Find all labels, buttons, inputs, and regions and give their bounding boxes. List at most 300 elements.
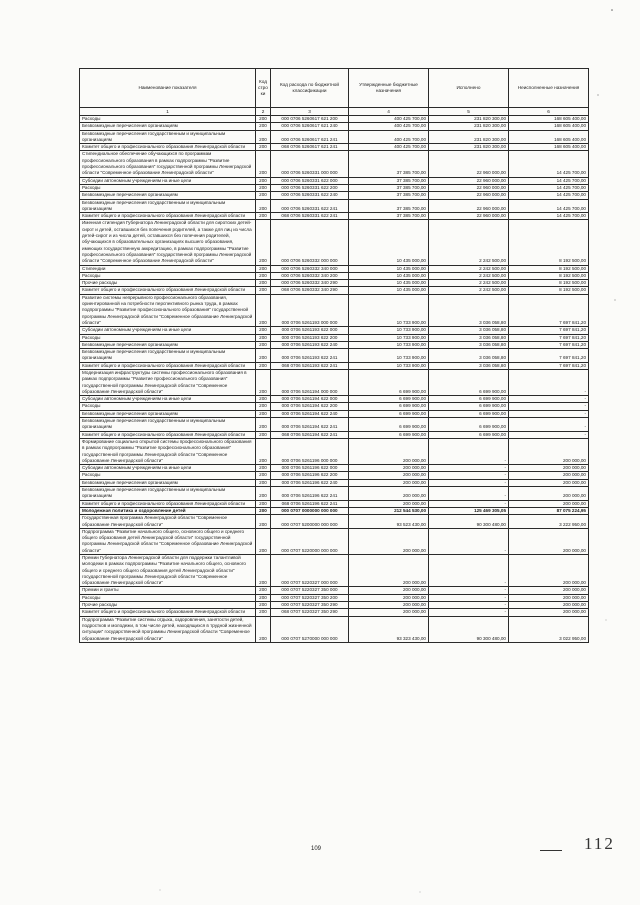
row-line-code-cell: 200 bbox=[256, 177, 271, 184]
table-row bbox=[80, 431, 589, 438]
row-executed-cell: - bbox=[429, 487, 509, 501]
row-name-cell: Безвозмездные перечисления государственным и муниципальным организациям bbox=[80, 199, 256, 213]
row-line-code-cell: 200 bbox=[256, 265, 271, 272]
table-row bbox=[80, 487, 589, 501]
row-executed-cell: 22 960 000,00 bbox=[429, 177, 509, 184]
row-name-cell: Развитие системы непрерывного профессионального образования, ориентированной на потребности перспективного рынка труда, в рамках подпрограммы "Развитие профессионального образования" государственной программы Ленинградской области "Современное образование Ленинградской области" bbox=[80, 294, 256, 326]
header-approved: Утвержденные бюджетные назначения bbox=[349, 69, 429, 108]
table-row bbox=[80, 479, 589, 486]
table-row bbox=[80, 280, 589, 287]
row-line-code-cell: 200 bbox=[256, 410, 271, 417]
row-unexecuted-cell: 7 697 841,20 bbox=[509, 294, 589, 326]
row-approved-cell: 37 385 700,00 bbox=[349, 192, 429, 199]
row-name-cell: Комитет общего и профессионального образования Ленинградской области bbox=[80, 609, 256, 616]
row-line-code-cell: 200 bbox=[256, 144, 271, 151]
row-name-cell: Комитет общего и профессионального образования Ленинградской области bbox=[80, 431, 256, 438]
row-approved-cell: 200 000,00 bbox=[349, 528, 429, 554]
row-executed-cell: 2 242 500,00 bbox=[429, 280, 509, 287]
row-line-code-cell: 200 bbox=[256, 594, 271, 601]
row-approved-cell: 200 000,00 bbox=[349, 479, 429, 486]
table-row bbox=[80, 213, 589, 220]
row-budget-code-cell: 000 0706 5260617 621 200 bbox=[271, 116, 349, 123]
page-number: 109 bbox=[310, 846, 321, 852]
row-approved-cell: 200 000,00 bbox=[349, 609, 429, 616]
row-budget-code-cell: 000 0706 5261194 622 200 bbox=[271, 403, 349, 410]
row-unexecuted-cell: 200 000,00 bbox=[509, 587, 589, 594]
row-approved-cell: 10 435 000,00 bbox=[349, 280, 429, 287]
table-row bbox=[80, 555, 589, 587]
row-approved-cell: 37 385 700,00 bbox=[349, 199, 429, 213]
row-budget-code-cell: 000 0706 5260331 622 000 bbox=[271, 177, 349, 184]
row-line-code-cell: 200 bbox=[256, 609, 271, 616]
row-name-cell: Подпрограмма "Развитие начального общего, основного общего и среднего общего образования детей Ленинградской области" государственной программы Ленинградской области "Современное образование Ленинградской области" bbox=[80, 528, 256, 554]
row-unexecuted-cell: 8 192 500,00 bbox=[509, 265, 589, 272]
row-line-code-cell: 200 bbox=[256, 587, 271, 594]
row-budget-code-cell: 068 0707 5220327 350 290 bbox=[271, 609, 349, 616]
row-unexecuted-cell: 200 000,00 bbox=[509, 528, 589, 554]
row-line-code-cell: 200 bbox=[256, 287, 271, 294]
row-unexecuted-cell: 3 222 950,00 bbox=[509, 515, 589, 529]
header-unexecuted: Неисполненные назначения bbox=[509, 69, 589, 108]
row-approved-cell: 10 733 900,00 bbox=[349, 341, 429, 348]
table-row bbox=[80, 369, 589, 395]
row-line-code-cell: 200 bbox=[256, 213, 271, 220]
row-unexecuted-cell: 8 192 500,00 bbox=[509, 220, 589, 265]
table-row bbox=[80, 410, 589, 417]
row-unexecuted-cell: 200 000,00 bbox=[509, 465, 589, 472]
row-budget-code-cell: 000 0706 5261193 622 200 bbox=[271, 334, 349, 341]
budget-table bbox=[79, 68, 589, 643]
row-executed-cell: 2 242 500,00 bbox=[429, 220, 509, 265]
row-line-code-cell: 200 bbox=[256, 555, 271, 587]
row-budget-code-cell: 000 0707 0000000 000 000 bbox=[271, 507, 349, 514]
row-budget-code-cell: 000 0707 5220327 350 290 bbox=[271, 602, 349, 609]
row-name-cell: Безвозмездные перечисления организациям bbox=[80, 479, 256, 486]
row-budget-code-cell: 068 0706 5260332 340 290 bbox=[271, 287, 349, 294]
row-line-code-cell: 200 bbox=[256, 123, 271, 130]
row-name-cell: Субсидии автономным учреждениям на иные цели bbox=[80, 177, 256, 184]
row-line-code-cell: 200 bbox=[256, 438, 271, 464]
row-line-code-cell: 200 bbox=[256, 184, 271, 191]
row-name-cell: Комитет общего и профессионального образования Ленинградской области bbox=[80, 287, 256, 294]
row-executed-cell: - bbox=[429, 594, 509, 601]
table-row bbox=[80, 587, 589, 594]
header-col-number: 1 bbox=[80, 108, 256, 116]
row-approved-cell: 10 733 900,00 bbox=[349, 349, 429, 363]
table-header bbox=[80, 69, 589, 116]
row-executed-cell: 22 960 000,00 bbox=[429, 184, 509, 191]
row-name-cell: Безвозмездные перечисления государственным и муниципальным организациям bbox=[80, 130, 256, 144]
row-executed-cell: 6 699 900,00 bbox=[429, 396, 509, 403]
row-name-cell: Премии Губернатора Ленинградской области для поддержки талантливой молодежи в рамках подпрограммы "Развитие начального общего, основного общего и среднего общего образования детей Ленинградской области" государственной программы Ленинградской области "Современное образование Ленинградской области" bbox=[80, 555, 256, 587]
row-unexecuted-cell: 200 000,00 bbox=[509, 555, 589, 587]
row-unexecuted-cell: - bbox=[509, 403, 589, 410]
row-executed-cell: 231 820 300,00 bbox=[429, 130, 509, 144]
row-executed-cell: - bbox=[429, 602, 509, 609]
row-budget-code-cell: 000 0707 5220327 350 000 bbox=[271, 587, 349, 594]
header-line-code: Код строки bbox=[256, 69, 271, 108]
row-line-code-cell: 200 bbox=[256, 472, 271, 479]
table-row bbox=[80, 396, 589, 403]
row-approved-cell: 400 425 700,00 bbox=[349, 123, 429, 130]
row-approved-cell: 10 435 000,00 bbox=[349, 220, 429, 265]
row-approved-cell: 6 699 900,00 bbox=[349, 410, 429, 417]
header-col-number: 5 bbox=[429, 108, 509, 116]
row-line-code-cell: 200 bbox=[256, 327, 271, 334]
row-approved-cell: 400 425 700,00 bbox=[349, 144, 429, 151]
row-budget-code-cell: 000 0707 5220000 000 000 bbox=[271, 528, 349, 554]
row-budget-code-cell: 000 0706 5261196 622 240 bbox=[271, 479, 349, 486]
row-approved-cell: 37 385 700,00 bbox=[349, 184, 429, 191]
row-executed-cell: 2 242 500,00 bbox=[429, 265, 509, 272]
row-executed-cell: - bbox=[429, 500, 509, 507]
table-row bbox=[80, 272, 589, 279]
row-name-cell: Безвозмездные перечисления организациям bbox=[80, 192, 256, 199]
row-unexecuted-cell: 14 425 700,00 bbox=[509, 151, 589, 177]
row-budget-code-cell: 000 0706 5260332 340 000 bbox=[271, 265, 349, 272]
row-unexecuted-cell: 7 697 841,20 bbox=[509, 362, 589, 369]
table-row bbox=[80, 334, 589, 341]
row-line-code-cell: 200 bbox=[256, 280, 271, 287]
row-executed-cell: 22 960 000,00 bbox=[429, 151, 509, 177]
row-budget-code-cell: 000 0706 5261196 000 000 bbox=[271, 438, 349, 464]
header-budget-code: Код расхода по бюджетной классификации bbox=[271, 69, 349, 108]
row-name-cell: Безвозмездные перечисления государственным и муниципальным организациям bbox=[80, 349, 256, 363]
row-line-code-cell: 200 bbox=[256, 199, 271, 213]
table-row bbox=[80, 116, 589, 123]
table-row bbox=[80, 192, 589, 199]
table-row bbox=[80, 465, 589, 472]
row-approved-cell: 37 385 700,00 bbox=[349, 151, 429, 177]
row-budget-code-cell: 000 0706 5261193 622 240 bbox=[271, 341, 349, 348]
row-budget-code-cell: 068 0706 5261194 622 241 bbox=[271, 431, 349, 438]
row-line-code-cell: 200 bbox=[256, 507, 271, 514]
row-executed-cell: - bbox=[429, 528, 509, 554]
row-line-code-cell: 200 bbox=[256, 515, 271, 529]
table-row bbox=[80, 528, 589, 554]
row-executed-cell: 90 300 480,00 bbox=[429, 616, 509, 642]
row-unexecuted-cell: 14 425 700,00 bbox=[509, 184, 589, 191]
row-executed-cell: 231 820 300,00 bbox=[429, 144, 509, 151]
row-budget-code-cell: 000 0706 5261196 622 000 bbox=[271, 465, 349, 472]
row-budget-code-cell: 068 0706 5261193 622 241 bbox=[271, 362, 349, 369]
header-col-number: 6 bbox=[509, 108, 589, 116]
row-approved-cell: 400 425 700,00 bbox=[349, 116, 429, 123]
row-approved-cell: 6 699 900,00 bbox=[349, 396, 429, 403]
row-unexecuted-cell: - bbox=[509, 418, 589, 432]
row-unexecuted-cell: 200 000,00 bbox=[509, 438, 589, 464]
row-executed-cell: - bbox=[429, 587, 509, 594]
row-unexecuted-cell: 7 697 841,20 bbox=[509, 341, 589, 348]
row-executed-cell: - bbox=[429, 609, 509, 616]
row-budget-code-cell: 000 0706 5261194 622 240 bbox=[271, 410, 349, 417]
row-budget-code-cell: 000 0707 5220327 350 200 bbox=[271, 594, 349, 601]
table-row bbox=[80, 403, 589, 410]
row-executed-cell: 6 699 900,00 bbox=[429, 431, 509, 438]
row-name-cell: Расходы bbox=[80, 403, 256, 410]
row-unexecuted-cell: 8 192 500,00 bbox=[509, 287, 589, 294]
row-executed-cell: - bbox=[429, 438, 509, 464]
row-line-code-cell: 200 bbox=[256, 294, 271, 326]
header-executed: Исполнено bbox=[429, 69, 509, 108]
row-approved-cell: 6 699 900,00 bbox=[349, 431, 429, 438]
table-row bbox=[80, 609, 589, 616]
row-unexecuted-cell: - bbox=[509, 369, 589, 395]
row-budget-code-cell: 000 0706 5261196 622 241 bbox=[271, 487, 349, 501]
row-unexecuted-cell: 200 000,00 bbox=[509, 479, 589, 486]
row-name-cell: Расходы bbox=[80, 594, 256, 601]
row-name-cell: Безвозмездные перечисления государственным и муниципальным организациям bbox=[80, 487, 256, 501]
row-executed-cell: - bbox=[429, 465, 509, 472]
row-approved-cell: 200 000,00 bbox=[349, 587, 429, 594]
row-budget-code-cell: 000 0706 5261196 622 200 bbox=[271, 472, 349, 479]
row-line-code-cell: 200 bbox=[256, 418, 271, 432]
header-col-number: 3 bbox=[271, 108, 349, 116]
row-name-cell: Прочие расходы bbox=[80, 280, 256, 287]
row-budget-code-cell: 000 0706 5261193 000 000 bbox=[271, 294, 349, 326]
header-col-number: 2 bbox=[256, 108, 271, 116]
row-executed-cell: 125 469 305,05 bbox=[429, 507, 509, 514]
row-unexecuted-cell: - bbox=[509, 396, 589, 403]
row-budget-code-cell: 000 0707 5270000 000 000 bbox=[271, 616, 349, 642]
row-executed-cell: 22 960 000,00 bbox=[429, 213, 509, 220]
row-name-cell: Прочие расходы bbox=[80, 602, 256, 609]
row-unexecuted-cell: 200 000,00 bbox=[509, 487, 589, 501]
row-line-code-cell: 200 bbox=[256, 334, 271, 341]
row-approved-cell: 37 385 700,00 bbox=[349, 177, 429, 184]
row-unexecuted-cell: - bbox=[509, 431, 589, 438]
header-col-number: 4 bbox=[349, 108, 429, 116]
table-row bbox=[80, 199, 589, 213]
row-executed-cell: 2 242 500,00 bbox=[429, 272, 509, 279]
row-approved-cell: 10 733 900,00 bbox=[349, 334, 429, 341]
row-line-code-cell: 200 bbox=[256, 272, 271, 279]
row-approved-cell: 10 733 900,00 bbox=[349, 327, 429, 334]
row-approved-cell: 200 000,00 bbox=[349, 500, 429, 507]
row-budget-code-cell: 000 0706 5260331 622 200 bbox=[271, 184, 349, 191]
row-unexecuted-cell: 14 425 700,00 bbox=[509, 177, 589, 184]
row-name-cell: Расходы bbox=[80, 472, 256, 479]
row-budget-code-cell: 000 0706 5260331 622 240 bbox=[271, 192, 349, 199]
row-unexecuted-cell: 168 605 400,00 bbox=[509, 144, 589, 151]
row-executed-cell: 22 960 000,00 bbox=[429, 199, 509, 213]
table-row bbox=[80, 220, 589, 265]
table-row bbox=[80, 472, 589, 479]
row-approved-cell: 212 544 530,00 bbox=[349, 507, 429, 514]
row-executed-cell: - bbox=[429, 555, 509, 587]
row-line-code-cell: 200 bbox=[256, 192, 271, 199]
row-name-cell: Премии и гранты bbox=[80, 587, 256, 594]
row-name-cell: Безвозмездные перечисления организациям bbox=[80, 123, 256, 130]
row-line-code-cell: 200 bbox=[256, 116, 271, 123]
row-name-cell: Субсидии автономным учреждениям на иные цели bbox=[80, 396, 256, 403]
row-executed-cell: - bbox=[429, 472, 509, 479]
row-budget-code-cell: 000 0706 5260617 621 241 bbox=[271, 130, 349, 144]
table-body bbox=[80, 116, 589, 643]
row-name-cell: Расходы bbox=[80, 184, 256, 191]
row-executed-cell: 231 820 300,00 bbox=[429, 116, 509, 123]
row-line-code-cell: 200 bbox=[256, 130, 271, 144]
row-approved-cell: 10 733 900,00 bbox=[349, 362, 429, 369]
table-row bbox=[80, 123, 589, 130]
table-row bbox=[80, 507, 589, 514]
header-name: Наименование показателя bbox=[80, 69, 256, 108]
row-name-cell: Субсидии автономным учреждениям на иные цели bbox=[80, 465, 256, 472]
row-name-cell: Комитет общего и профессионального образования Ленинградской области bbox=[80, 362, 256, 369]
row-line-code-cell: 200 bbox=[256, 479, 271, 486]
row-line-code-cell: 200 bbox=[256, 465, 271, 472]
row-budget-code-cell: 000 0706 5261194 622 241 bbox=[271, 418, 349, 432]
row-name-cell: Подпрограмма "Развитие системы отдыха, оздоровления, занятости детей, подростков и молодежи, в том числе детей, находящихся в трудной жизненной ситуации" государственной программы Ленинградской области "Современное образование Ленинградской области" bbox=[80, 616, 256, 642]
row-approved-cell: 10 435 000,00 bbox=[349, 272, 429, 279]
table-row bbox=[80, 151, 589, 177]
row-executed-cell: 6 699 900,00 bbox=[429, 410, 509, 417]
row-name-cell: Расходы bbox=[80, 272, 256, 279]
row-name-cell: Модернизация инфраструктуры системы профессионального образования в рамках подпрограммы "Развитие профессионального образования" государственной программы Ленинградской области "Современное образование Ленинградской области" bbox=[80, 369, 256, 395]
row-name-cell: Комитет общего и профессионального образования Ленинградской области bbox=[80, 213, 256, 220]
table-row bbox=[80, 616, 589, 642]
row-executed-cell: 6 699 900,00 bbox=[429, 369, 509, 395]
table-row bbox=[80, 515, 589, 529]
table-row bbox=[80, 341, 589, 348]
row-unexecuted-cell: 14 425 700,00 bbox=[509, 192, 589, 199]
row-unexecuted-cell: 7 697 841,20 bbox=[509, 349, 589, 363]
row-executed-cell: 6 699 900,00 bbox=[429, 418, 509, 432]
row-executed-cell: 90 300 480,00 bbox=[429, 515, 509, 529]
row-line-code-cell: 200 bbox=[256, 528, 271, 554]
row-name-cell: Стипендии bbox=[80, 265, 256, 272]
row-line-code-cell: 200 bbox=[256, 362, 271, 369]
row-budget-code-cell: 068 0706 5261196 622 241 bbox=[271, 500, 349, 507]
row-name-cell: Стипендиальное обеспечение обучающихся по программам профессионального образования в рамках подпрограммы "Развитие профессионального образования" государственной программы Ленинградской области "Современное образование Ленинградской области" bbox=[80, 151, 256, 177]
row-budget-code-cell: 000 0706 5260332 340 290 bbox=[271, 280, 349, 287]
row-executed-cell: 2 242 500,00 bbox=[429, 287, 509, 294]
row-budget-code-cell: 000 0706 5261193 622 000 bbox=[271, 327, 349, 334]
row-unexecuted-cell: 168 605 400,00 bbox=[509, 123, 589, 130]
row-approved-cell: 200 000,00 bbox=[349, 472, 429, 479]
row-approved-cell: 200 000,00 bbox=[349, 602, 429, 609]
row-unexecuted-cell: 87 075 224,95 bbox=[509, 507, 589, 514]
row-line-code-cell: 200 bbox=[256, 616, 271, 642]
row-name-cell: Государственная программа Ленинградской области "Современное образование Ленинградской области" bbox=[80, 515, 256, 529]
row-line-code-cell: 200 bbox=[256, 403, 271, 410]
row-approved-cell: 200 000,00 bbox=[349, 438, 429, 464]
table-row bbox=[80, 294, 589, 326]
row-name-cell: Безвозмездные перечисления организациям bbox=[80, 341, 256, 348]
row-budget-code-cell: 000 0706 5260331 000 000 bbox=[271, 151, 349, 177]
row-unexecuted-cell: 168 605 400,00 bbox=[509, 116, 589, 123]
row-line-code-cell: 200 bbox=[256, 431, 271, 438]
row-name-cell: Комитет общего и профессионального образования Ленинградской области bbox=[80, 500, 256, 507]
table-row bbox=[80, 184, 589, 191]
row-approved-cell: 93 323 430,00 bbox=[349, 616, 429, 642]
row-budget-code-cell: 000 0706 5261193 622 241 bbox=[271, 349, 349, 363]
table-row bbox=[80, 362, 589, 369]
row-approved-cell: 400 425 700,00 bbox=[349, 130, 429, 144]
table-row bbox=[80, 130, 589, 144]
row-approved-cell: 200 000,00 bbox=[349, 465, 429, 472]
row-name-cell: Расходы bbox=[80, 334, 256, 341]
row-unexecuted-cell: 7 697 841,20 bbox=[509, 334, 589, 341]
table-row bbox=[80, 177, 589, 184]
row-line-code-cell: 200 bbox=[256, 220, 271, 265]
row-budget-code-cell: 000 0707 5200000 000 000 bbox=[271, 515, 349, 529]
page-stamp-number: 112 bbox=[584, 834, 615, 853]
row-unexecuted-cell: 14 425 700,00 bbox=[509, 213, 589, 220]
row-budget-code-cell: 000 0706 5261194 622 000 bbox=[271, 396, 349, 403]
row-name-cell: Безвозмездные перечисления государственным и муниципальным организациям bbox=[80, 418, 256, 432]
row-executed-cell: 3 036 058,80 bbox=[429, 327, 509, 334]
row-unexecuted-cell: 3 022 950,00 bbox=[509, 616, 589, 642]
row-unexecuted-cell: 200 000,00 bbox=[509, 472, 589, 479]
row-name-cell: Безвозмездные перечисления организациям bbox=[80, 410, 256, 417]
row-name-cell: Формирование социально открытой системы профессионального образования в рамках подпрограммы "Развитие профессионального образования" государственной программы Ленинградской области "Современное образование Ленинградской области" bbox=[80, 438, 256, 464]
row-unexecuted-cell: 200 000,00 bbox=[509, 500, 589, 507]
row-unexecuted-cell: 7 697 841,20 bbox=[509, 327, 589, 334]
row-approved-cell: 10 733 900,00 bbox=[349, 294, 429, 326]
row-budget-code-cell: 000 0707 5220327 000 000 bbox=[271, 555, 349, 587]
row-budget-code-cell: 000 0706 5260332 000 000 bbox=[271, 220, 349, 265]
row-unexecuted-cell: 200 000,00 bbox=[509, 609, 589, 616]
table-row bbox=[80, 500, 589, 507]
row-approved-cell: 10 435 000,00 bbox=[349, 287, 429, 294]
row-approved-cell: 6 699 900,00 bbox=[349, 403, 429, 410]
row-executed-cell: 22 960 000,00 bbox=[429, 192, 509, 199]
row-approved-cell: 200 000,00 bbox=[349, 487, 429, 501]
row-approved-cell: 6 699 900,00 bbox=[349, 369, 429, 395]
row-budget-code-cell: 000 0706 5260331 622 241 bbox=[271, 199, 349, 213]
row-executed-cell: 3 036 058,80 bbox=[429, 362, 509, 369]
row-executed-cell: 231 820 300,00 bbox=[429, 123, 509, 130]
row-approved-cell: 93 523 430,00 bbox=[349, 515, 429, 529]
row-unexecuted-cell: - bbox=[509, 410, 589, 417]
row-approved-cell: 6 699 900,00 bbox=[349, 418, 429, 432]
row-line-code-cell: 200 bbox=[256, 349, 271, 363]
stamp-dash bbox=[540, 850, 562, 851]
row-line-code-cell: 200 bbox=[256, 341, 271, 348]
row-executed-cell: 3 036 058,80 bbox=[429, 334, 509, 341]
row-line-code-cell: 200 bbox=[256, 369, 271, 395]
row-unexecuted-cell: 168 605 400,00 bbox=[509, 130, 589, 144]
row-unexecuted-cell: 200 000,00 bbox=[509, 602, 589, 609]
row-approved-cell: 200 000,00 bbox=[349, 555, 429, 587]
table-row bbox=[80, 287, 589, 294]
table-row bbox=[80, 602, 589, 609]
row-budget-code-cell: 000 0706 5260332 340 200 bbox=[271, 272, 349, 279]
row-unexecuted-cell: 8 192 500,00 bbox=[509, 280, 589, 287]
row-executed-cell: 3 036 058,80 bbox=[429, 341, 509, 348]
row-executed-cell: 6 699 900,00 bbox=[429, 403, 509, 410]
row-name-cell: Именная стипендия Губернатора Ленинградской области для сиротских детей-сирот и детей, оставшихся без попечения родителей, а также для лиц из числа детей-сирот и из числа детей, оставшихся без попечения родителей, обучающихся в образовательных организациях высшего образования, имеющих государственную аккредитацию, в рамках подпрограммы "Развитие профессионального образования" государственной программы Ленинградской области "Современное образование Ленинградской области" bbox=[80, 220, 256, 265]
row-approved-cell: 200 000,00 bbox=[349, 594, 429, 601]
row-budget-code-cell: 000 0706 5260617 621 240 bbox=[271, 123, 349, 130]
table-row bbox=[80, 144, 589, 151]
row-name-cell: Комитет общего и профессионального образования Ленинградской области bbox=[80, 144, 256, 151]
row-unexecuted-cell: 8 192 500,00 bbox=[509, 272, 589, 279]
row-line-code-cell: 200 bbox=[256, 396, 271, 403]
row-budget-code-cell: 000 0706 5261194 000 000 bbox=[271, 369, 349, 395]
row-approved-cell: 10 435 000,00 bbox=[349, 265, 429, 272]
table-row bbox=[80, 327, 589, 334]
row-executed-cell: - bbox=[429, 479, 509, 486]
row-name-cell: Расходы bbox=[80, 116, 256, 123]
row-unexecuted-cell: 14 425 700,00 bbox=[509, 199, 589, 213]
row-budget-code-cell: 068 0706 5260617 621 241 bbox=[271, 144, 349, 151]
table-row bbox=[80, 594, 589, 601]
table-row bbox=[80, 349, 589, 363]
row-line-code-cell: 200 bbox=[256, 602, 271, 609]
row-line-code-cell: 200 bbox=[256, 487, 271, 501]
